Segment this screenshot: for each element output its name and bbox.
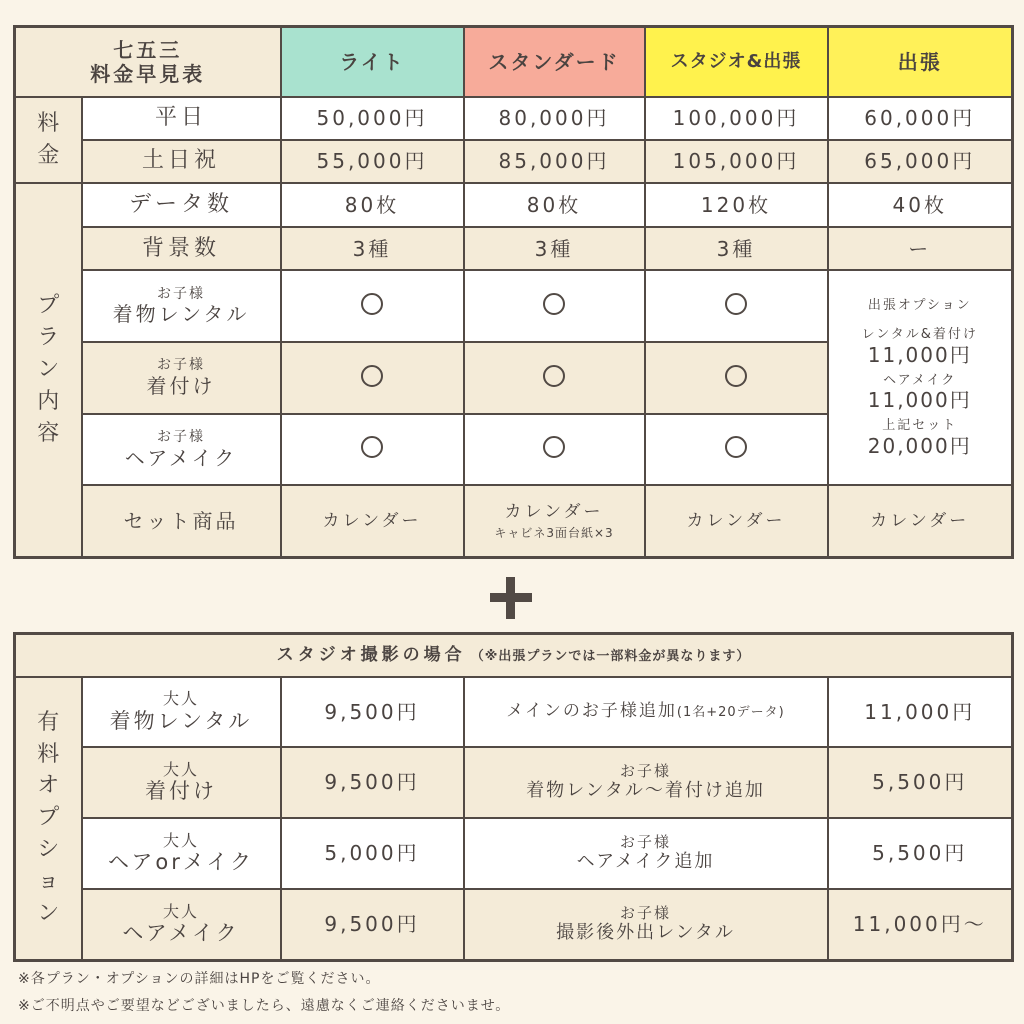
backgrounds-cell: 3種	[281, 227, 464, 270]
backgrounds-cell: 3種	[645, 227, 828, 270]
included-cell	[464, 414, 645, 485]
fee-group-label: 料金	[15, 97, 82, 183]
adult-option-price: 9,500円	[281, 677, 464, 747]
circle-icon	[725, 365, 747, 387]
table-title: 七五三 料金早見表	[15, 27, 281, 97]
price-cell: 60,000円	[828, 97, 1013, 140]
circle-icon	[725, 436, 747, 458]
set-item-cell: カレンダー	[645, 485, 828, 557]
row-label-set-items: セット商品	[82, 485, 281, 557]
included-cell	[645, 342, 828, 414]
adult-option-label: 大人 ヘアメイク	[82, 889, 281, 961]
plan-header-travel: 出張	[828, 27, 1013, 97]
adult-option-price: 9,500円	[281, 747, 464, 818]
row-label-data-count: データ数	[82, 183, 281, 227]
circle-icon	[361, 436, 383, 458]
child-option-price: 11,000円〜	[828, 889, 1013, 961]
price-table	[13, 25, 1014, 559]
row-label-backgrounds: 背景数	[82, 227, 281, 270]
plan-header-standard: スタンダード	[464, 27, 645, 97]
row-label-dressing: お子様 着付け	[82, 342, 281, 414]
data-count-cell: 80枚	[464, 183, 645, 227]
price-cell: 85,000円	[464, 140, 645, 183]
circle-icon	[543, 293, 565, 315]
circle-icon	[725, 293, 747, 315]
price-cell: 100,000円	[645, 97, 828, 140]
price-cell: 50,000円	[281, 97, 464, 140]
included-cell	[645, 270, 828, 341]
footnote: ※各プラン・オプションの詳細はHPをご覧ください。	[18, 971, 381, 987]
travel-options-cell: 出張オプション レンタル&着付け 11,000円 ヘアメイク 11,000円 上記セット 20,000円	[828, 270, 1013, 485]
price-cell: 55,000円	[281, 140, 464, 183]
data-count-cell: 80枚	[281, 183, 464, 227]
included-cell	[464, 270, 645, 341]
row-label-kimono-rental: お子様 着物レンタル	[82, 270, 281, 341]
included-cell	[281, 342, 464, 414]
circle-icon	[543, 436, 565, 458]
data-count-cell: 120枚	[645, 183, 828, 227]
plus-icon	[490, 577, 532, 619]
plan-header-light: ライト	[281, 27, 464, 97]
price-cell: 80,000円	[464, 97, 645, 140]
included-cell	[281, 270, 464, 341]
row-label-hair-makeup: お子様 ヘアメイク	[82, 414, 281, 485]
child-option-label: お子様 ヘアメイク追加	[464, 818, 828, 889]
row-label-weekend: 土日祝	[82, 140, 281, 183]
child-option-label: お子様 撮影後外出レンタル	[464, 889, 828, 961]
backgrounds-cell: ー	[828, 227, 1013, 270]
footnote: ※ご不明点やご要望などございましたら、遠慮なくご連絡くださいませ。	[18, 998, 511, 1014]
price-cell: 105,000円	[645, 140, 828, 183]
plan-group-label: プラン内容	[15, 183, 82, 557]
set-item-cell: カレンダー キャビネ3面台紙×3	[464, 485, 645, 557]
adult-option-price: 9,500円	[281, 889, 464, 961]
child-option-price: 5,500円	[828, 747, 1013, 818]
plan-header-studio-travel: スタジオ&出張	[645, 27, 828, 97]
child-option-price: 5,500円	[828, 818, 1013, 889]
circle-icon	[543, 365, 565, 387]
price-cell: 65,000円	[828, 140, 1013, 183]
set-item-cell: カレンダー	[281, 485, 464, 557]
included-cell	[281, 414, 464, 485]
circle-icon	[361, 293, 383, 315]
options-table	[13, 632, 1014, 962]
circle-icon	[361, 365, 383, 387]
child-option-label: お子様 着物レンタル〜着付け追加	[464, 747, 828, 818]
child-option-label: メインのお子様追加(1名+20データ)	[464, 677, 828, 747]
adult-option-price: 5,000円	[281, 818, 464, 889]
child-option-price: 11,000円	[828, 677, 1013, 747]
backgrounds-cell: 3種	[464, 227, 645, 270]
options-group-label: 有料オプション	[15, 677, 82, 961]
data-count-cell: 40枚	[828, 183, 1013, 227]
adult-option-label: 大人 ヘアorメイク	[82, 818, 281, 889]
row-label-weekday: 平日	[82, 97, 281, 140]
adult-option-label: 大人 着物レンタル	[82, 677, 281, 747]
set-item-cell: カレンダー	[828, 485, 1013, 557]
included-cell	[464, 342, 645, 414]
options-title: スタジオ撮影の場合 （※出張プランでは一部料金が異なります）	[15, 634, 1013, 677]
adult-option-label: 大人 着付け	[82, 747, 281, 818]
included-cell	[645, 414, 828, 485]
footnotes	[18, 966, 510, 1020]
